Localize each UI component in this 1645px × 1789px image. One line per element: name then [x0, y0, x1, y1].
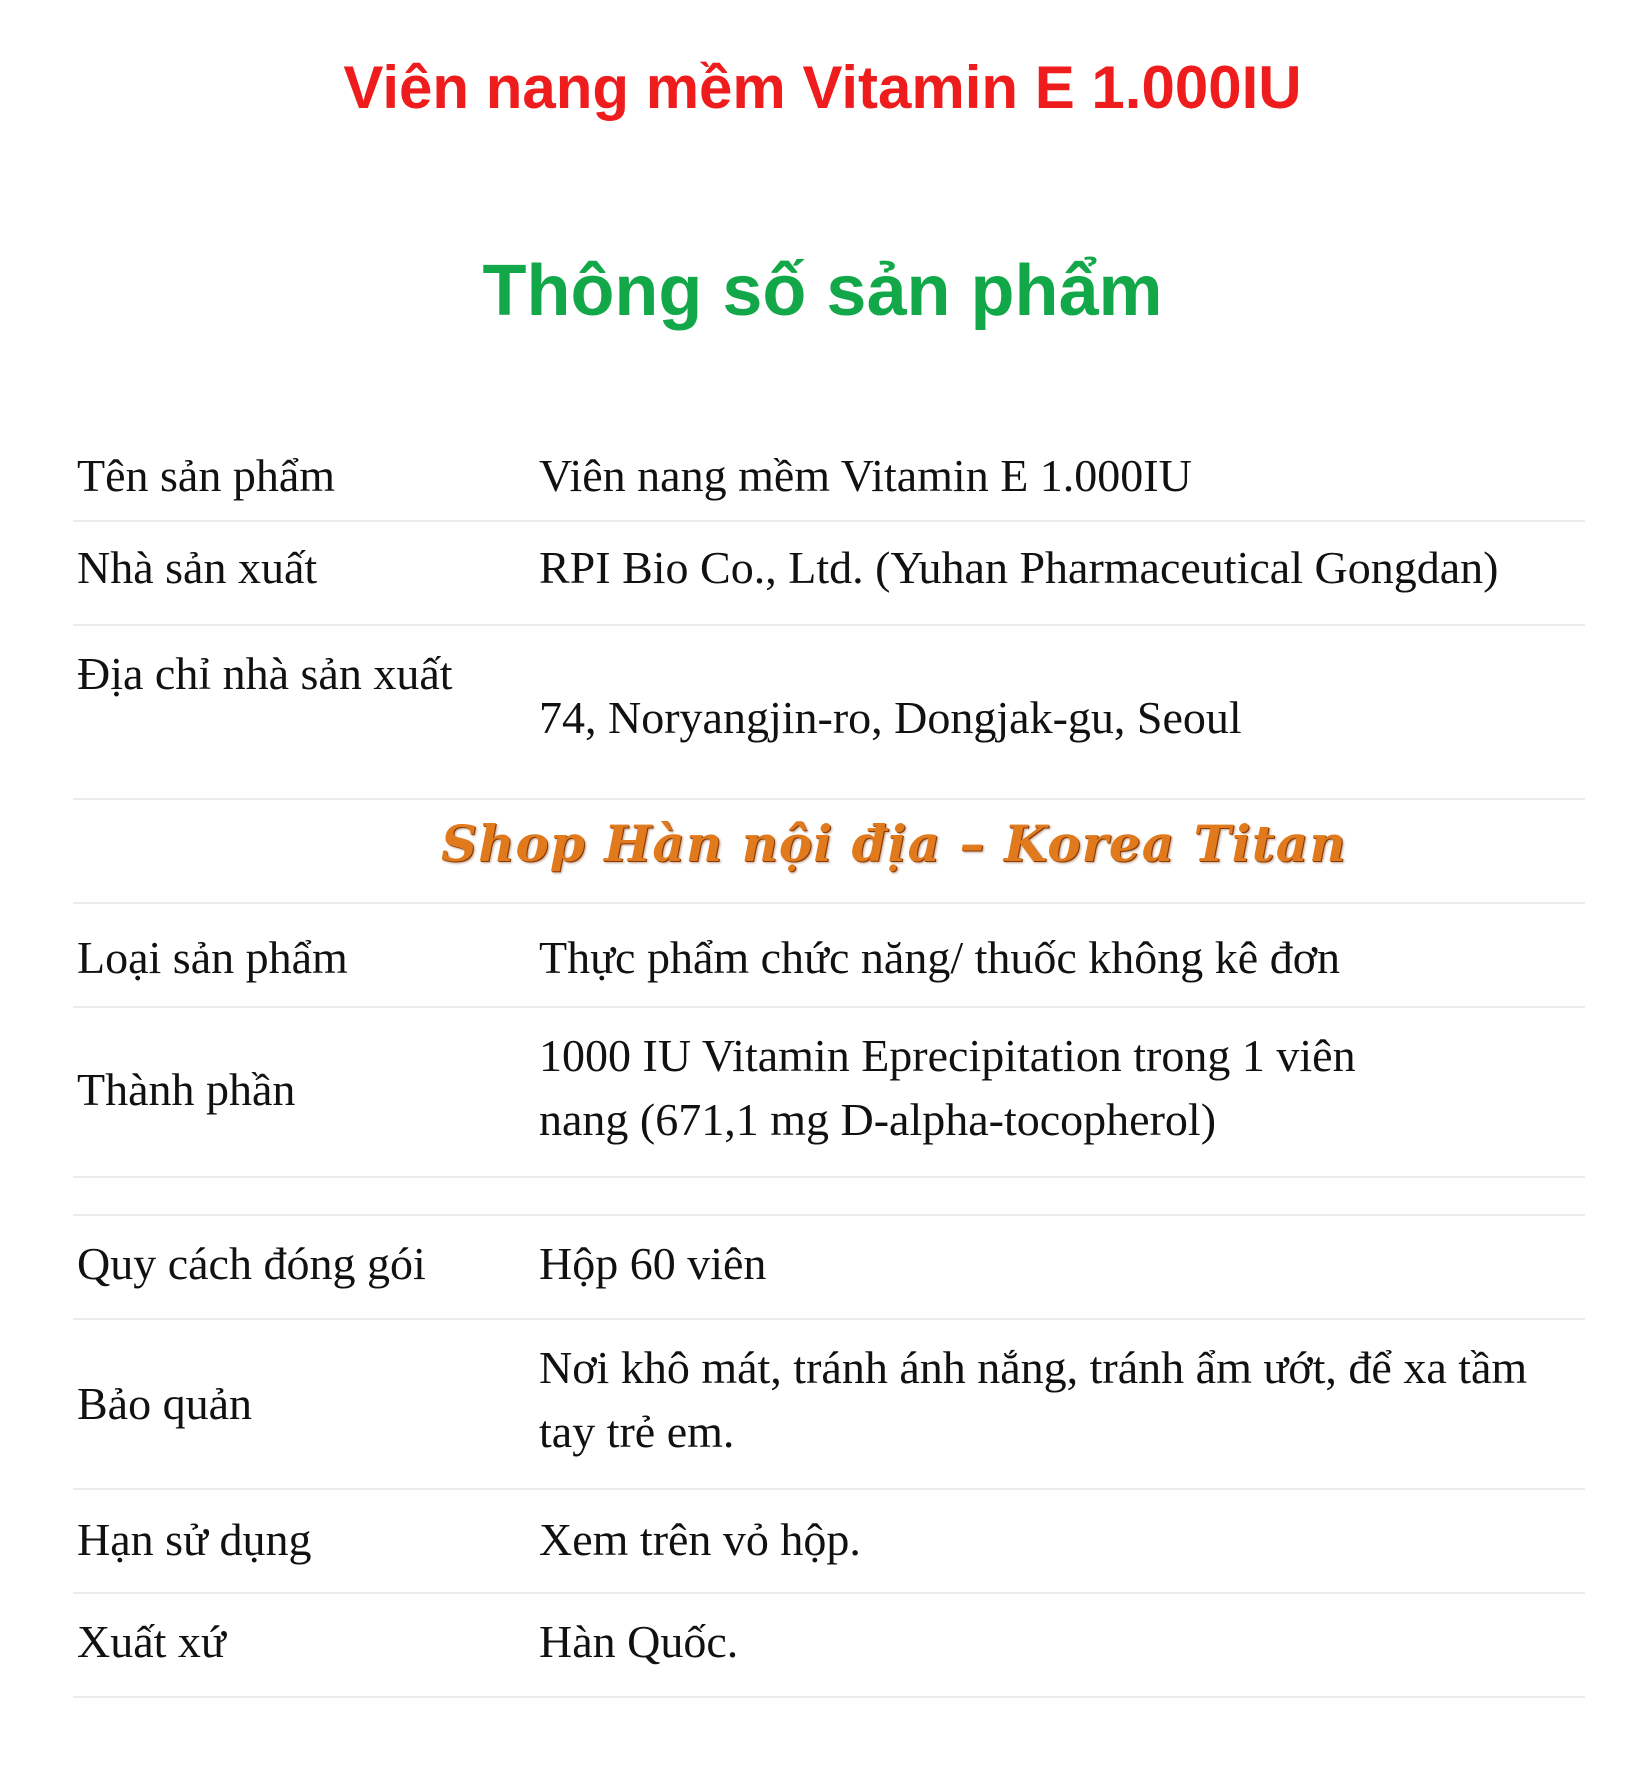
spec-label: Loại sản phẩm: [77, 932, 348, 983]
shop-watermark: Shop Hàn nội địa – Korea Titan: [441, 814, 1347, 873]
spec-value: Viên nang mềm Vitamin E 1.000IU: [539, 450, 1192, 501]
spec-value: 1000 IU Vitamin Eprecipitation trong 1 viên nang (671,1 mg D-alpha-tocopherol): [539, 1030, 1356, 1145]
spec-label: Thành phần: [77, 1064, 296, 1115]
spec-row-origin: [73, 1594, 1585, 1698]
spec-value: Thực phẩm chức năng/ thuốc không kê đơn: [539, 932, 1341, 983]
spec-row-product-type: [73, 904, 1585, 1008]
spec-value: Xem trên vỏ hộp.: [539, 1514, 861, 1565]
spec-value: Nơi khô mát, tránh ánh nắng, tránh ẩm ướt, để xa tầm tay trẻ em.: [539, 1342, 1528, 1457]
spec-row-packaging: [73, 1216, 1585, 1320]
spec-label: Tên sản phẩm: [77, 450, 336, 501]
section-title: Thông số sản phẩm: [482, 251, 1163, 331]
spec-table: [73, 418, 1585, 1698]
spec-value: Hộp 60 viên: [539, 1238, 767, 1289]
spec-row-product-name: [73, 418, 1585, 522]
spec-row-storage: [73, 1320, 1585, 1490]
spec-row-expiry: [73, 1490, 1585, 1594]
spec-label: Xuất xứ: [77, 1616, 226, 1667]
watermark-band: [73, 800, 1585, 904]
spec-label: Địa chỉ nhà sản xuất: [77, 648, 453, 699]
spec-label: Bảo quản: [77, 1378, 253, 1429]
product-title: Viên nang mềm Vitamin E 1.000IU: [343, 54, 1302, 121]
spec-label: Hạn sử dụng: [77, 1514, 312, 1565]
spec-row-manufacturer-address: [73, 626, 1585, 800]
spec-row-ingredients: [73, 1008, 1585, 1178]
spec-value: 74, Noryangjin-ro, Dongjak-gu, Seoul: [539, 692, 1242, 743]
spec-row-manufacturer: [73, 522, 1585, 626]
table-gap: [73, 1178, 1585, 1216]
spec-label: Nhà sản xuất: [77, 542, 318, 593]
spec-value: Hàn Quốc.: [539, 1616, 739, 1667]
spec-value: RPI Bio Co., Ltd. (Yuhan Pharmaceutical Gongdan): [539, 542, 1499, 593]
spec-label: Quy cách đóng gói: [77, 1238, 426, 1289]
